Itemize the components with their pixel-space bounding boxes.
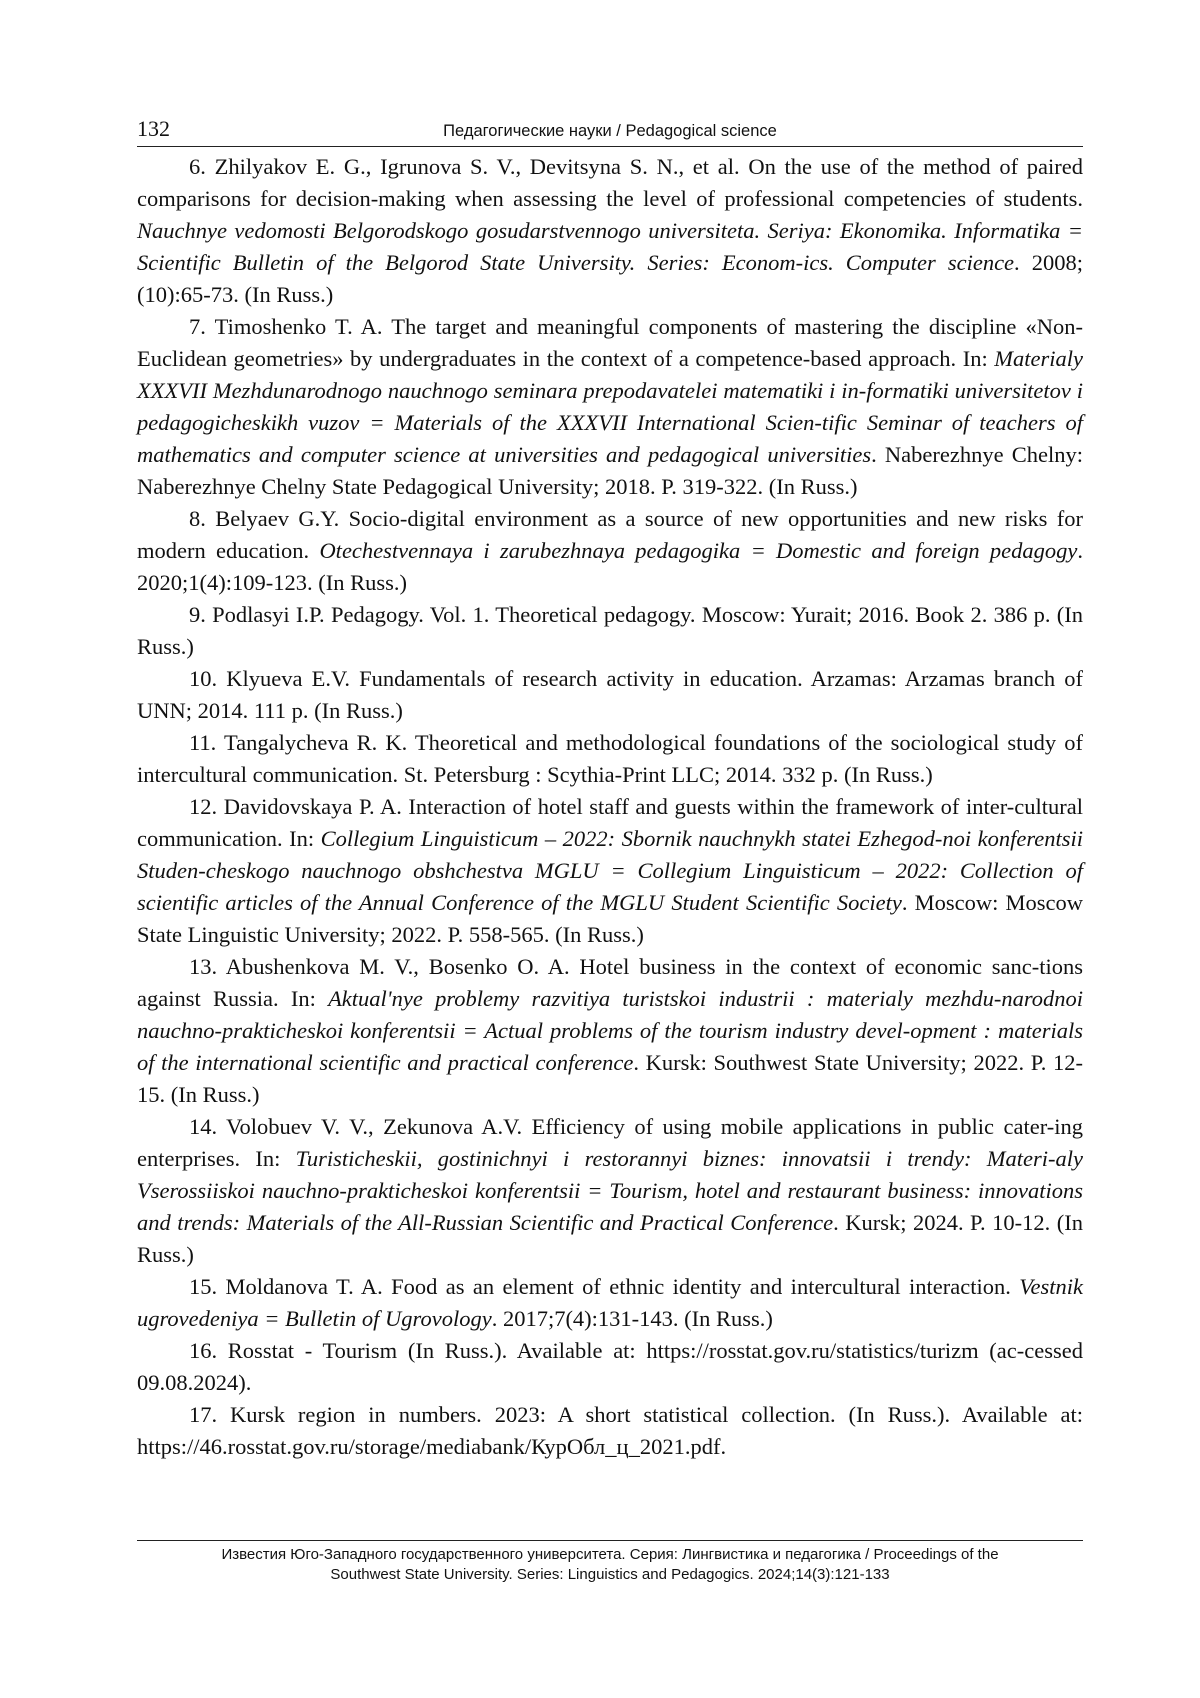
reference-item: 7. Timoshenko T. A. The target and meaningful components of mastering the discipline «Non-Euclidean geometries» by undergraduates in the context of a competence-based approach. In: Materialy XXXVII Mezhdunarodnogo nauchnogo seminara prepodavatelei matematiki i in-formatiki universitetov i pedagogicheskikh vuzov = Materials of the XXXVII International Scien-tific Seminar of teachers of mathematics and computer science at universities and pedagogical universities. Naberezhnye Chelny: Naberezhnye Chelny State Pedagogical University; 2018. P. 319-322. (In Russ.) — [137, 314, 1084, 499]
reference-item: 13. Abushenkova M. V., Bosenko O. A. Hotel business in the context of economic sanc-tions against Russia. In: Aktual'nye problemy razvitiya turistskoi industrii : materialy mezhdu-narodnoi nauchno-prakticheskoi konferentsii = Actual problems of the tourism industry devel-opment : materials of the international scientific and practical conference. Kursk: Southwest State University; 2022. P. 12-15. (In Russ.) — [137, 954, 1084, 1107]
reference-item: 16. Rosstat - Tourism (In Russ.). Available at: https://rosstat.gov.ru/statistics/turizm (ac-cessed 09.08.2024). — [137, 1338, 1083, 1395]
reference-item: 11. Tangalycheva R. K. Theoretical and methodological foundations of the sociological study of intercultural communication. St. Petersburg : Scythia-Print LLC; 2014. 332 p. (In Russ.) — [137, 730, 1083, 787]
reference-item: 17. Kursk region in numbers. 2023: A short statistical collection. (In Russ.). Available at: https://46.rosstat.gov.ru/storage/mediabank/КурОбл_ц_2021.pdf. — [137, 1402, 1083, 1459]
reference-item: 6. Zhilyakov E. G., Igrunova S. V., Devitsyna S. N., et al. On the use of the method of paired comparisons for decision-making when assessing the level of professional competencies of students. Nauchnye vedomosti Belgorodskogo gosudarstvennogo universiteta. Seriya: Ekonomika. Informatika = Scientific Bulletin of the Belgorod State University. Series: Econom-ics. Computer science. 2008;(10):65-73. (In Russ.) — [137, 154, 1083, 307]
footer-journal-line-2: Southwest State University. Series: Linguistics and Pedagogics. 2024;14(3):121-133 — [330, 1566, 890, 1583]
page-header — [137, 116, 1083, 147]
running-title: Педагогические науки / Pedagogical science — [443, 122, 777, 140]
reference-item: 15. Moldanova T. A. Food as an element of ethnic identity and intercultural interaction. Vestnik ugrovedeniya = Bulletin of Ugrovology. 2017;7(4):131-143. (In Russ.) — [137, 1274, 1083, 1331]
reference-item: 10. Klyueva E.V. Fundamentals of research activity in education. Arzamas: Arzamas branch of UNN; 2014. 111 p. (In Russ.) — [137, 666, 1083, 723]
page-footer — [137, 1540, 1083, 1585]
reference-item: 8. Belyaev G.Y. Socio-digital environment as a source of new opportunities and new risks for modern education. Otechestvennaya i zarubezhnaya pedagogika = Domestic and foreign pedagogy. 2020;1(4):109-123. (In Russ.) — [137, 506, 1083, 595]
page-number: 132 — [137, 116, 170, 141]
footer-journal-line-1: Известия Юго-Западного государственного университета. Серия: Лингвистика и педагогика / Proceedings of the — [221, 1546, 999, 1563]
reference-item: 14. Volobuev V. V., Zekunova A.V. Efficiency of using mobile applications in public cater-ing enterprises. In: Turisticheskii, gostinichnyi i restorannyi biznes: innovatsii i trendy: Materi-aly Vserossiiskoi nauchno-prakticheskoi konferentsii = Tourism, hotel and restaurant business: innovations and trends: Materials of the All-Russian Scientific and Practical Conference. Kursk; 2024. P. 10-12. (In Russ.) — [137, 1114, 1083, 1267]
reference-list — [137, 151, 1083, 1463]
reference-item: 9. Podlasyi I.P. Pedagogy. Vol. 1. Theoretical pedagogy. Moscow: Yurait; 2016. Book 2. 386 p. (In Russ.) — [137, 602, 1083, 659]
reference-item: 12. Davidovskaya P. A. Interaction of hotel staff and guests within the framework of inter-cultural communication. In: Collegium Linguisticum – 2022: Sbornik nauchnykh statei Ezhegod-noi konferentsii Studen-cheskogo nauchnogo obshchestva MGLU = Collegium Linguisticum – 2022: Collection of scientific articles of the Annual Conference of the MGLU Student Scientific Society. Moscow: Moscow State Linguistic University; 2022. P. 558-565. (In Russ.) — [137, 794, 1083, 947]
